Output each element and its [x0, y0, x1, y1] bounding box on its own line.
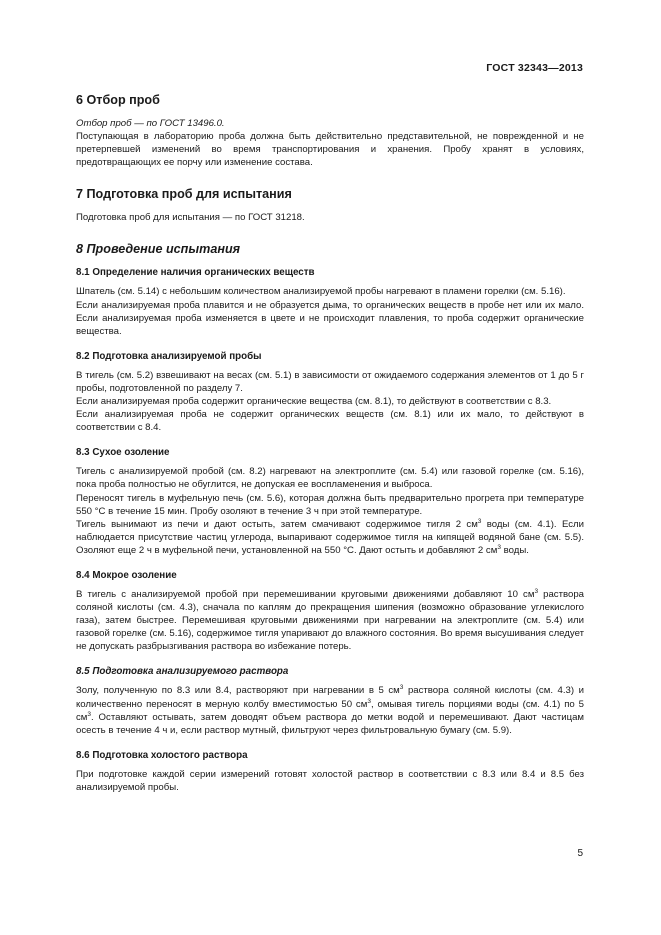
subsection-8-5-title: 8.5 Подготовка анализируемого раствора — [76, 666, 289, 678]
s84-p1-part-a: В тигель с анализируемой пробой при перемешивании круговыми движениями добавляют 10 см — [76, 588, 535, 600]
superscript-3: 3 — [399, 684, 404, 692]
subsection-8-4-title: 8.4 Мокрое озоление — [76, 569, 177, 581]
section-6-title: 6 Отбор проб — [76, 93, 160, 107]
s83-p3-part-c: воды. — [500, 544, 529, 556]
standard-number: ГОСТ 32343—2013 — [486, 62, 583, 74]
s83-p3-part-a: Тигель вынимают из печи и дают остыть, затем смачивают содержимое тигля 2 см — [76, 518, 478, 530]
subsection-8-6-title: 8.6 Подготовка холостого раствора — [76, 749, 248, 761]
superscript-3: 3 — [497, 543, 501, 551]
s85-p1-part-b: раствора соляной кислоты (см. 4.3) и количественно переносят в мерную колбу вместимостью 50 см — [76, 685, 584, 710]
s85-p1-part-a: Золу, полученную по 8.3 или 8.4, растворяют при нагревании в 5 см — [76, 685, 400, 697]
s85-p1 — [76, 684, 584, 736]
superscript-3: 3 — [477, 517, 482, 525]
s83-p3 — [76, 518, 584, 557]
s84-p1-part-b: раствора соляной кислоты (см. 4.3), сначала по каплям до прекращения шипения (возможно образование углекислого газа), затем быстрее. Перемешивая круговыми движениями при нагревании на электроплите (см. 5.4) или газовой горелке (см. 5.16), содержимое тигля упаривают до влажного состояния. Во время высушивания следует не допускать разбрызгивания раствора во избежание потерь. — [76, 588, 584, 653]
page-number: 5 — [577, 848, 583, 859]
page-content — [76, 92, 584, 794]
s82-p1: В тигель (см. 5.2) взвешивают на весах (см. 5.1) в зависимости от ожидаемого содержания элементов от 1 до 5 г пробы, подготовленной по разделу 7. — [76, 369, 584, 394]
s82-p3: Если анализируемая проба не содержит органических веществ (см. 8.1) или их мало, то действуют в соответствии с 8.4. — [76, 409, 584, 434]
subsection-8-1-title: 8.1 Определение наличия органических веществ — [76, 267, 315, 279]
s85-p1-part-d: . Оставляют остывать, затем доводят объем раствора до метки водой и перемешивают. Дают частицам осесть в течение 4 ч и, если раствор мутный, фильтруют через фильтровальную бумагу (см. 5.9). — [76, 711, 584, 736]
superscript-3: 3 — [87, 710, 92, 718]
s81-p2: Если анализируемая проба плавится и не образуется дыма, то органических веществ в пробе нет или их мало. Если анализируемая проба изменяется в цвете и не происходит плавления, то проба содержит органические вещества. — [76, 299, 584, 337]
s82-p2: Если анализируемая проба содержит органические вещества (см. 8.1), то действуют в соответствии с 8.3. — [76, 396, 552, 408]
superscript-3: 3 — [534, 587, 539, 595]
s86-p1: При подготовке каждой серии измерений готовят холостой раствор в соответствии с 8.3 или 8.4 и 8.5 без анализируемой пробы. — [76, 768, 584, 793]
section-7-title: 7 Подготовка проб для испытания — [76, 187, 292, 202]
s83-p3-part-b: воды (см. 4.1). Если наблюдается присутствие частиц углерода, выпаривают содержимое тигля на кипящей водяной бане (см. 5.5). Озоляют еще 2 ч в муфельной печи, установленной на 550 °С. Дают остыть и добавляют 2 см — [76, 518, 585, 556]
subsection-8-2-title: 8.2 Подготовка анализируемой пробы — [76, 350, 262, 362]
s81-p1: Шпатель (см. 5.14) с небольшим количеством анализируемой пробы нагревают в пламени горелки (см. 5.16). — [76, 286, 566, 298]
s83-p1: Тигель с анализируемой пробой (см. 8.2) нагревают на электроплите (см. 5.4) или газовой горелке (см. 5.16), пока проба полностью не обуглится, не допуская ее воспламенения и выброса. — [76, 466, 584, 491]
section-8-title: 8 Проведение испытания — [76, 242, 241, 257]
s83-p2: Переносят тигель в муфельную печь (см. 5.6), которая должна быть предварительно прогрета при температуре 550 °С в течение 15 мин. Пробу озоляют в течение 3 ч при этой температуре. — [76, 492, 584, 517]
superscript-3: 3 — [367, 697, 371, 705]
s84-p1 — [76, 588, 584, 653]
s85-p1-part-c: , омывая тигель порциями воды (см. 4.1) по 5 см — [76, 698, 584, 723]
s6-p2: Поступающая в лабораторию проба должна быть действительно представительной, не поврежденной и не претерпевшей изменений во время транспортирования и хранения. Пробу хранят в условиях, предотвращающих ее порчу или изменение состава. — [76, 131, 584, 169]
subsection-8-3-title: 8.3 Сухое озоление — [76, 447, 170, 459]
s6-p1: Отбор проб — по ГОСТ 13496.0. — [76, 118, 225, 129]
s7-p1: Подготовка проб для испытания — по ГОСТ 31218. — [76, 212, 305, 224]
